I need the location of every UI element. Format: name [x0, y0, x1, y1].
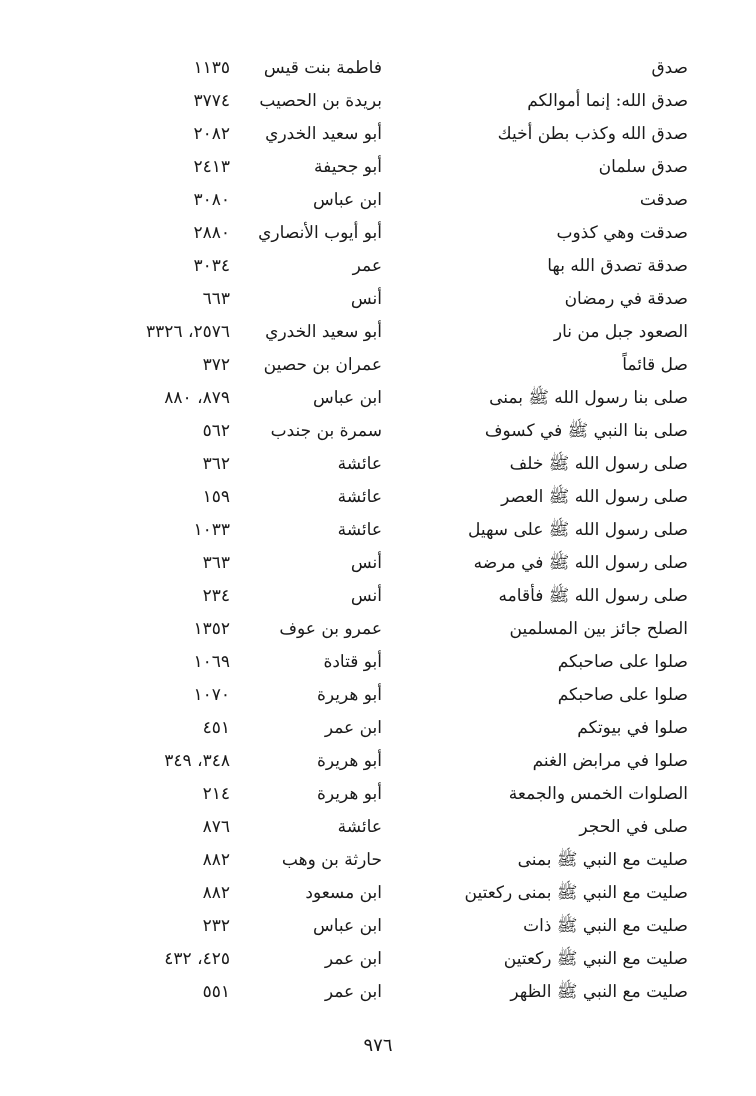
hadith-phrase: صدق الله: إنما أموالكم	[527, 91, 688, 111]
index-row	[100, 943, 700, 976]
hadith-phrase: صلوا في بيوتكم	[577, 718, 688, 738]
narrator-name: أنس	[350, 553, 382, 573]
hadith-phrase: صليت مع النبي ﷺ بمنى	[517, 850, 688, 870]
hadith-phrase: صلى رسول الله ﷺ على سهيل	[467, 520, 688, 540]
narrator-name: عمر	[352, 256, 382, 276]
hadith-phrase: صليت مع النبي ﷺ ذات	[523, 916, 688, 936]
narrator-name: أبو هريرة	[316, 751, 382, 771]
hadith-phrase: صليت مع النبي ﷺ بمنى ركعتين	[464, 883, 688, 903]
index-row	[100, 877, 700, 910]
hadith-reference-numbers: ٢١٤	[202, 784, 230, 804]
hadith-phrase: الصلوات الخمس والجمعة	[508, 784, 688, 804]
index-row	[100, 85, 700, 118]
index-row	[100, 382, 700, 415]
hadith-reference-numbers: ٣٤٨، ٣٤٩	[164, 751, 230, 771]
hadith-phrase: صدق	[651, 58, 688, 78]
index-row	[100, 250, 700, 283]
hadith-phrase: صلى بنا النبي ﷺ في كسوف	[484, 421, 688, 441]
index-row	[100, 349, 700, 382]
narrator-name: أبو سعيد الخدري	[265, 322, 382, 342]
narrator-name: ابن عباس	[312, 388, 382, 408]
hadith-phrase: صلى في الحجر	[579, 817, 688, 837]
narrator-name: ابن عمر	[324, 949, 382, 969]
index-row	[100, 910, 700, 943]
narrator-name: أبو هريرة	[316, 784, 382, 804]
hadith-reference-numbers: ٦٦٣	[202, 289, 230, 309]
hadith-reference-numbers: ٨٨٢	[202, 883, 230, 903]
index-row	[100, 481, 700, 514]
hadith-reference-numbers: ٣٦٢	[202, 454, 230, 474]
hadith-phrase: صدقت	[639, 190, 688, 210]
hadith-phrase: صدقة في رمضان	[564, 289, 688, 309]
narrator-name: ابن عباس	[312, 190, 382, 210]
page-number: ٩٧٦	[363, 1035, 393, 1056]
hadith-reference-numbers: ٢٥٧٦، ٣٣٢٦	[146, 322, 230, 342]
hadith-reference-numbers: ١١٣٥	[193, 58, 230, 78]
hadith-reference-numbers: ٥٦٢	[202, 421, 230, 441]
hadith-phrase: صدق الله وكذب بطن أخيك	[497, 124, 688, 144]
hadith-phrase: الصلح جائز بين المسلمين	[509, 619, 688, 639]
hadith-reference-numbers: ٣٠٣٤	[193, 256, 230, 276]
narrator-name: عمران بن حصين	[263, 355, 382, 375]
index-row	[100, 844, 700, 877]
index-row	[100, 184, 700, 217]
hadith-reference-numbers: ٥٥١	[202, 982, 230, 1002]
hadith-reference-numbers: ٢٣٢	[202, 916, 230, 936]
hadith-reference-numbers: ١٠٣٣	[193, 520, 230, 540]
hadith-reference-numbers: ١٣٥٢	[193, 619, 230, 639]
index-row	[100, 52, 700, 85]
hadith-phrase: صلى رسول الله ﷺ في مرضه	[473, 553, 688, 573]
hadith-reference-numbers: ٨٧٦	[202, 817, 230, 837]
narrator-name: أبو قتادة	[323, 652, 382, 672]
hadith-reference-numbers: ٣٦٣	[202, 553, 230, 573]
narrator-name: أبو جحيفة	[314, 157, 382, 177]
narrator-name: فاطمة بنت قيس	[263, 58, 382, 78]
hadith-reference-numbers: ٢٤١٣	[193, 157, 230, 177]
narrator-name: عمرو بن عوف	[279, 619, 382, 639]
hadith-reference-numbers: ٨٧٩، ٨٨٠	[164, 388, 230, 408]
hadith-reference-numbers: ٣٧٧٤	[193, 91, 230, 111]
index-row	[100, 679, 700, 712]
narrator-name: ابن مسعود	[305, 883, 382, 903]
hadith-phrase: صليت مع النبي ﷺ ركعتين	[503, 949, 688, 969]
hadith-phrase: صلى رسول الله ﷺ خلف	[509, 454, 688, 474]
hadith-reference-numbers: ١٥٩	[202, 487, 230, 507]
narrator-name: عائشة	[337, 487, 382, 507]
hadith-reference-numbers: ٣٧٢	[202, 355, 230, 375]
narrator-name: أبو سعيد الخدري	[265, 124, 382, 144]
hadith-phrase: صدقة تصدق الله بها	[547, 256, 688, 276]
hadith-phrase: صلوا في مرابض الغنم	[532, 751, 688, 771]
narrator-name: ابن عمر	[324, 718, 382, 738]
index-row	[100, 151, 700, 184]
hadith-reference-numbers: ٢٨٨٠	[193, 223, 230, 243]
index-row	[100, 448, 700, 481]
hadith-reference-numbers: ٤٥١	[202, 718, 230, 738]
index-row	[100, 283, 700, 316]
narrator-name: حارثة بن وهب	[281, 850, 382, 870]
hadith-reference-numbers: ٨٨٢	[202, 850, 230, 870]
index-row	[100, 745, 700, 778]
narrator-name: أنس	[350, 586, 382, 606]
index-row	[100, 646, 700, 679]
hadith-reference-numbers: ٢٠٨٢	[193, 124, 230, 144]
narrator-name: ابن عباس	[312, 916, 382, 936]
narrator-name: أنس	[350, 289, 382, 309]
index-row	[100, 547, 700, 580]
narrator-name: بريدة بن الحصيب	[259, 91, 382, 111]
hadith-phrase: صلى رسول الله ﷺ العصر	[501, 487, 688, 507]
index-row	[100, 514, 700, 547]
hadith-phrase: صلى بنا رسول الله ﷺ بمنى	[489, 388, 688, 408]
hadith-phrase: صدق سلمان	[598, 157, 688, 177]
narrator-name: أبو هريرة	[316, 685, 382, 705]
index-row	[100, 316, 700, 349]
index-row	[100, 712, 700, 745]
index-row	[100, 778, 700, 811]
narrator-name: عائشة	[337, 454, 382, 474]
narrator-name: أبو أيوب الأنصاري	[258, 223, 382, 243]
hadith-reference-numbers: ٢٣٤	[202, 586, 230, 606]
hadith-reference-numbers: ٣٠٨٠	[193, 190, 230, 210]
index-row	[100, 976, 700, 1009]
hadith-phrase: صلوا على صاحبكم	[557, 652, 688, 672]
hadith-reference-numbers: ٤٢٥، ٤٣٢	[164, 949, 230, 969]
hadith-phrase: صلوا على صاحبكم	[557, 685, 688, 705]
index-row	[100, 217, 700, 250]
hadith-reference-numbers: ١٠٦٩	[193, 652, 230, 672]
narrator-name: ابن عمر	[324, 982, 382, 1002]
hadith-reference-numbers: ١٠٧٠	[193, 685, 230, 705]
index-row	[100, 811, 700, 844]
narrator-name: عائشة	[337, 520, 382, 540]
hadith-index-list	[100, 52, 700, 1009]
hadith-phrase: صل قائماً	[622, 355, 688, 375]
index-row	[100, 415, 700, 448]
index-row	[100, 580, 700, 613]
narrator-name: سمرة بن جندب	[270, 421, 382, 441]
narrator-name: عائشة	[337, 817, 382, 837]
hadith-phrase: صدقت وهي كذوب	[556, 223, 688, 243]
hadith-phrase: صليت مع النبي ﷺ الظهر	[510, 982, 688, 1002]
index-row	[100, 613, 700, 646]
hadith-phrase: الصعود جبل من نار	[553, 322, 688, 342]
hadith-phrase: صلى رسول الله ﷺ فأقامه	[498, 586, 688, 606]
index-row	[100, 118, 700, 151]
